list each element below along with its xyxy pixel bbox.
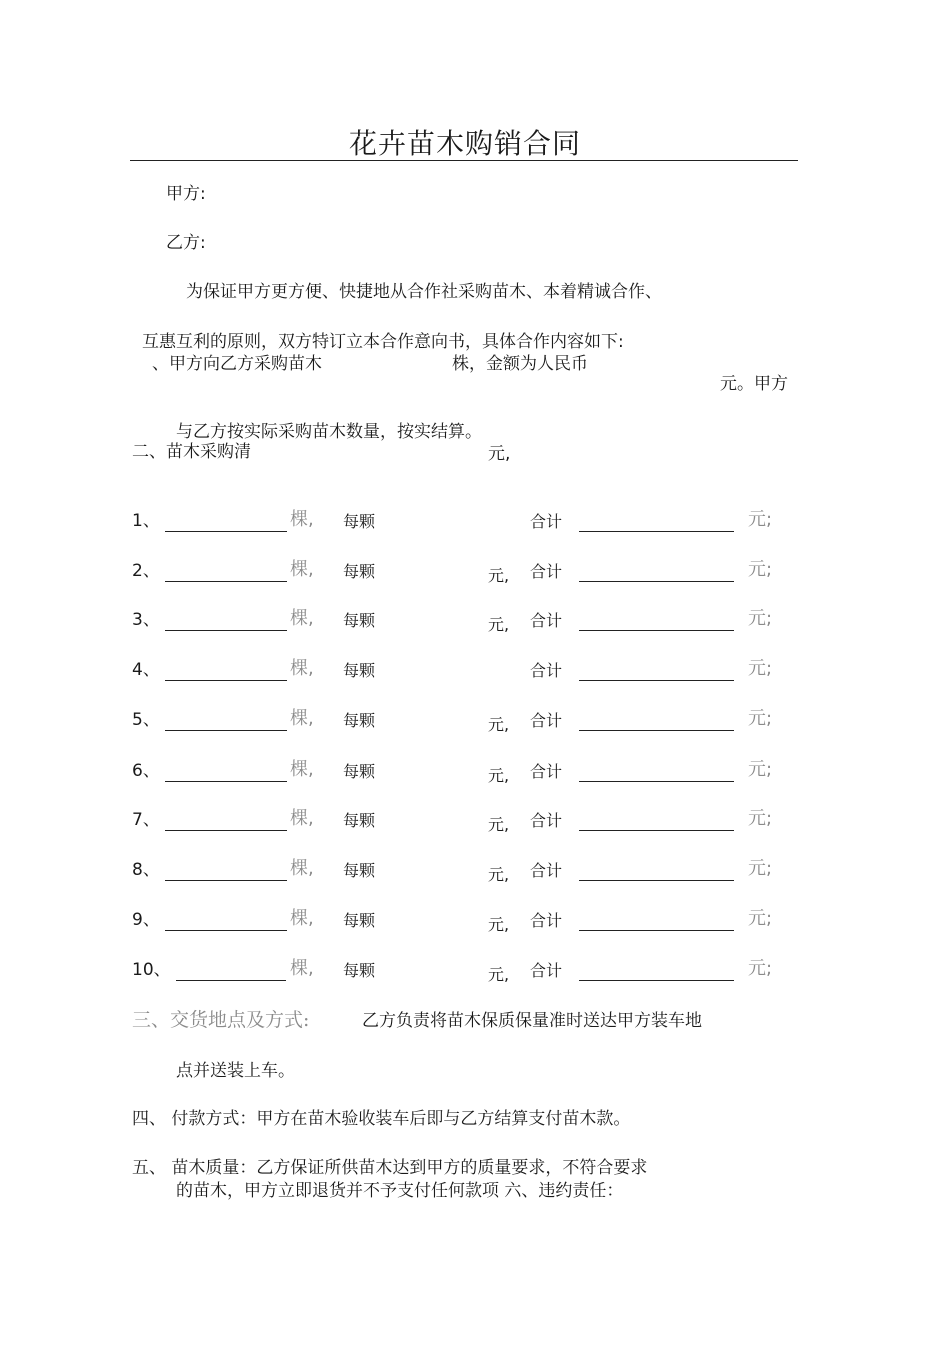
price-unit: 元, bbox=[488, 566, 510, 585]
item-number: 2、 bbox=[132, 561, 160, 581]
quantity-blank[interactable] bbox=[165, 880, 287, 881]
per-unit-label: 每颗 bbox=[343, 661, 376, 680]
total-blank[interactable] bbox=[579, 980, 734, 981]
per-unit-label: 每颗 bbox=[343, 961, 376, 980]
tree-unit: 棵, bbox=[290, 808, 314, 829]
yuan-end: 元; bbox=[748, 608, 773, 629]
clause-1-text-a: 、甲方向乙方采购苗木 bbox=[152, 354, 322, 374]
total-label: 合计 bbox=[530, 961, 563, 980]
quantity-blank[interactable] bbox=[165, 630, 287, 631]
price-unit: 元, bbox=[488, 865, 510, 884]
total-blank[interactable] bbox=[579, 581, 734, 582]
section-4-text: 四、 付款方式：甲方在苗木验收装车后即与乙方结算支付苗木款。 bbox=[132, 1109, 631, 1129]
section-2-heading: 二、苗木采购清 bbox=[132, 442, 251, 462]
intro-line-2: 互惠互利的原则，双方特订立本合作意向书，具体合作内容如下: bbox=[142, 332, 624, 352]
per-unit-label: 每颗 bbox=[343, 762, 376, 781]
yuan-end: 元; bbox=[748, 808, 773, 829]
total-label: 合计 bbox=[530, 562, 563, 581]
yuan-end: 元; bbox=[748, 908, 773, 929]
yuan-end: 元; bbox=[748, 759, 773, 780]
yuan-end: 元; bbox=[748, 559, 773, 580]
section-3-text-a: 乙方负责将苗木保质保量准时送达甲方装车地 bbox=[362, 1011, 702, 1031]
clause-1-text-d: 与乙方按实际采购苗木数量，按实结算。 bbox=[176, 422, 482, 442]
total-label: 合计 bbox=[530, 762, 563, 781]
quantity-blank[interactable] bbox=[176, 980, 286, 981]
tree-unit: 棵, bbox=[290, 858, 314, 879]
price-unit: 元, bbox=[488, 615, 510, 634]
tree-unit: 棵, bbox=[290, 509, 314, 530]
title-underline bbox=[130, 160, 798, 161]
per-unit-label: 每颗 bbox=[343, 861, 376, 880]
total-label: 合计 bbox=[530, 512, 563, 531]
clause-1-text-b: 株，金额为人民币 bbox=[452, 354, 588, 374]
yuan-end: 元; bbox=[748, 858, 773, 879]
item-number: 8、 bbox=[132, 860, 160, 880]
price-unit: 元, bbox=[488, 715, 510, 734]
item-number: 3、 bbox=[132, 610, 160, 630]
price-unit: 元, bbox=[488, 915, 510, 934]
yuan-end: 元; bbox=[748, 658, 773, 679]
item-number: 1、 bbox=[132, 511, 160, 531]
quantity-blank[interactable] bbox=[165, 581, 287, 582]
price-unit: 元, bbox=[488, 815, 510, 834]
item-number: 6、 bbox=[132, 761, 160, 781]
tree-unit: 棵, bbox=[290, 958, 314, 979]
total-blank[interactable] bbox=[579, 830, 734, 831]
item-number: 9、 bbox=[132, 910, 160, 930]
total-blank[interactable] bbox=[579, 930, 734, 931]
party-a-label: 甲方: bbox=[166, 184, 206, 204]
yuan-end: 元; bbox=[748, 509, 773, 530]
total-label: 合计 bbox=[530, 611, 563, 630]
total-label: 合计 bbox=[530, 711, 563, 730]
total-blank[interactable] bbox=[579, 630, 734, 631]
total-label: 合计 bbox=[530, 911, 563, 930]
per-unit-label: 每颗 bbox=[343, 811, 376, 830]
yuan-end: 元; bbox=[748, 708, 773, 729]
total-label: 合计 bbox=[530, 861, 563, 880]
tree-unit: 棵, bbox=[290, 608, 314, 629]
quantity-blank[interactable] bbox=[165, 680, 287, 681]
total-blank[interactable] bbox=[579, 680, 734, 681]
quantity-blank[interactable] bbox=[165, 781, 287, 782]
tree-unit: 棵, bbox=[290, 759, 314, 780]
total-blank[interactable] bbox=[579, 781, 734, 782]
tree-unit: 棵, bbox=[290, 908, 314, 929]
contract-title: 花卉苗木购销合同 bbox=[348, 127, 581, 160]
quantity-blank[interactable] bbox=[165, 730, 287, 731]
section-3-heading: 三、交货地点及方式: bbox=[132, 1009, 310, 1031]
section-5-text-b: 的苗木，甲方立即退货并不予支付任何款项 六、违约责任： bbox=[176, 1181, 624, 1201]
section-5-text-a: 五、 苗木质量：乙方保证所供苗木达到甲方的质量要求，不符合要求 bbox=[132, 1158, 648, 1178]
clause-1-text-c: 元。甲方 bbox=[720, 374, 788, 394]
item-number: 10、 bbox=[132, 960, 171, 980]
quantity-blank[interactable] bbox=[165, 830, 287, 831]
per-unit-label: 每颗 bbox=[343, 711, 376, 730]
total-label: 合计 bbox=[530, 661, 563, 680]
intro-line-1: 为保证甲方更方便、快捷地从合作社采购苗木、本着精诚合作、 bbox=[186, 282, 662, 302]
quantity-blank[interactable] bbox=[165, 930, 287, 931]
section-2-unit: 元, bbox=[488, 444, 511, 464]
yuan-end: 元; bbox=[748, 958, 773, 979]
quantity-blank[interactable] bbox=[165, 531, 287, 532]
total-label: 合计 bbox=[530, 811, 563, 830]
price-unit: 元, bbox=[488, 965, 510, 984]
item-number: 7、 bbox=[132, 810, 160, 830]
tree-unit: 棵, bbox=[290, 708, 314, 729]
party-b-label: 乙方: bbox=[166, 233, 206, 253]
item-number: 4、 bbox=[132, 660, 160, 680]
total-blank[interactable] bbox=[579, 730, 734, 731]
per-unit-label: 每颗 bbox=[343, 562, 376, 581]
per-unit-label: 每颗 bbox=[343, 512, 376, 531]
total-blank[interactable] bbox=[579, 880, 734, 881]
price-unit: 元, bbox=[488, 766, 510, 785]
tree-unit: 棵, bbox=[290, 559, 314, 580]
total-blank[interactable] bbox=[579, 531, 734, 532]
per-unit-label: 每颗 bbox=[343, 911, 376, 930]
item-number: 5、 bbox=[132, 710, 160, 730]
tree-unit: 棵, bbox=[290, 658, 314, 679]
per-unit-label: 每颗 bbox=[343, 611, 376, 630]
section-3-text-b: 点并送装上车。 bbox=[176, 1061, 295, 1081]
